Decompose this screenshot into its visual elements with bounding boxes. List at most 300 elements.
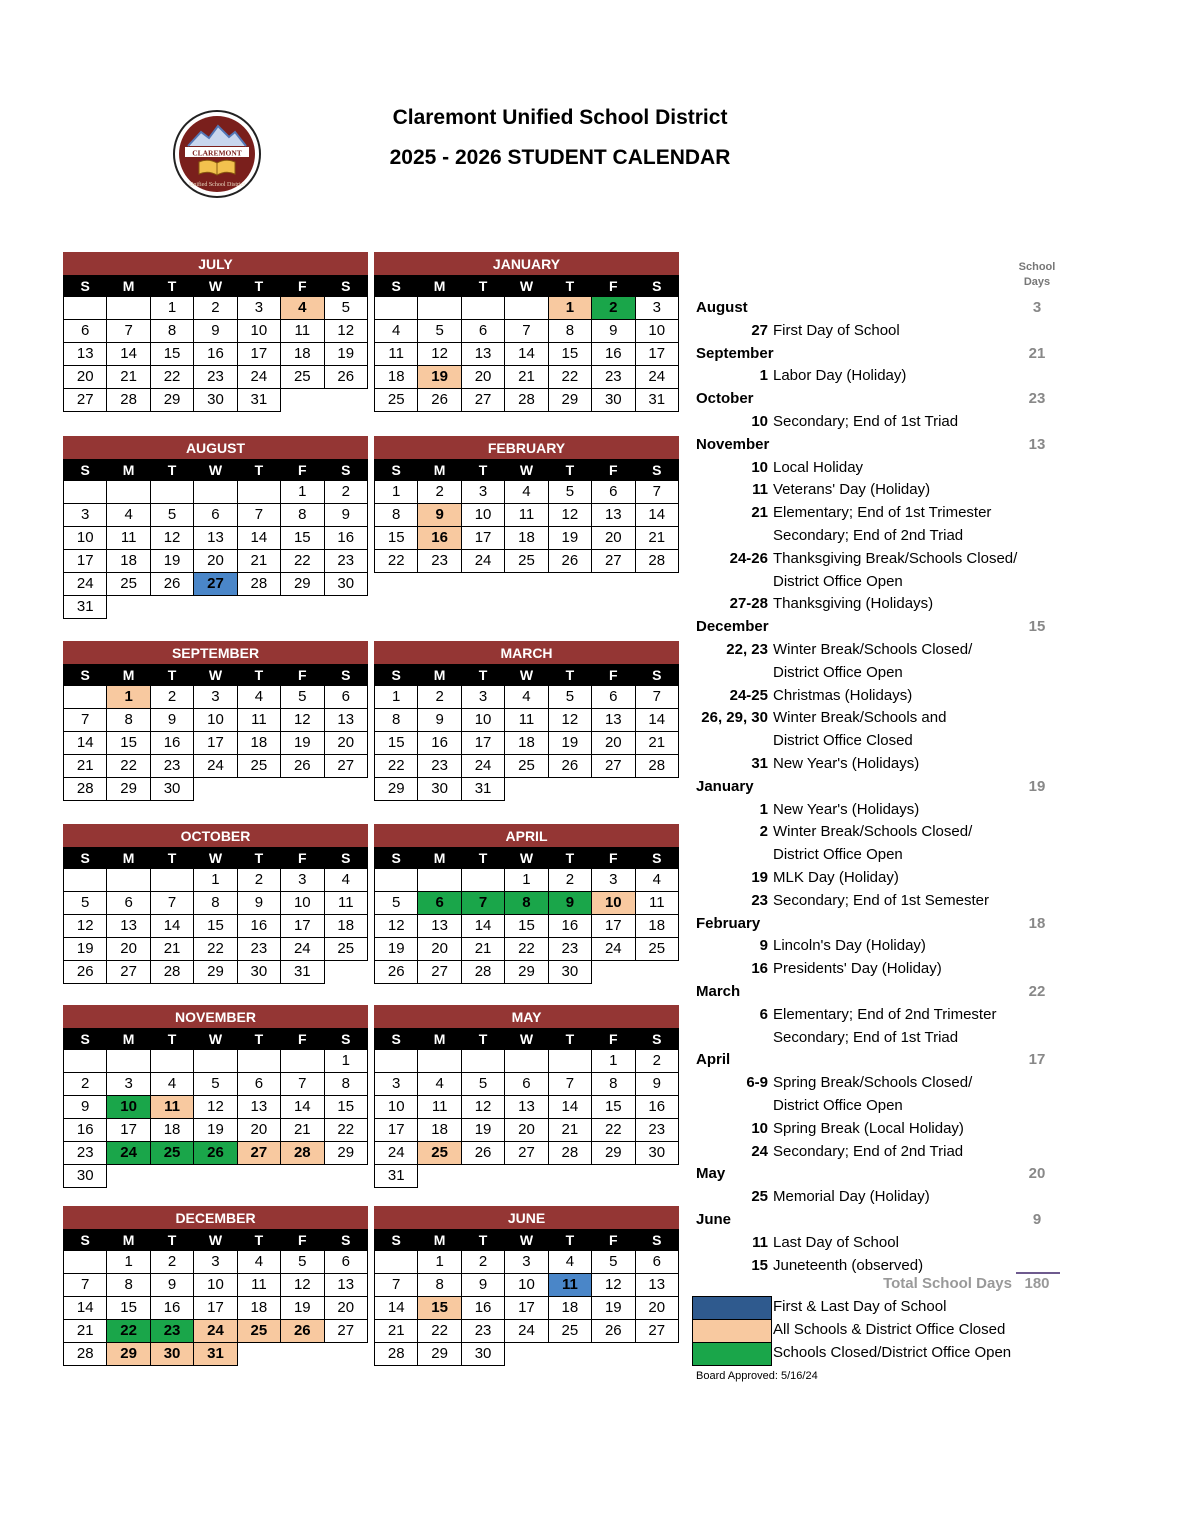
day-cell: 27 xyxy=(64,389,107,412)
day-cell: 2 xyxy=(548,869,591,892)
day-cell: 4 xyxy=(324,869,367,892)
day-cell: 8 xyxy=(548,320,591,343)
day-cell: 25 xyxy=(107,573,150,596)
day-cell: 24 xyxy=(194,755,237,778)
weekday-label: M xyxy=(418,1028,461,1050)
day-cell: 14 xyxy=(64,1297,107,1320)
day-cell: 18 xyxy=(281,343,324,366)
day-cell: 9 xyxy=(461,1274,504,1297)
day-cell: 20 xyxy=(592,527,635,550)
day-cell: 12 xyxy=(548,709,591,732)
day-cell: 23 xyxy=(150,1320,193,1343)
month-name: OCTOBER xyxy=(64,825,368,847)
empty-day xyxy=(194,1165,237,1188)
day-cell: 19 xyxy=(194,1119,237,1142)
event-description: Winter Break/Schools Closed/ xyxy=(773,823,973,840)
month-june xyxy=(374,1206,679,1366)
day-cell: 25 xyxy=(237,1320,280,1343)
weekday-label: F xyxy=(592,847,635,869)
day-cell: 12 xyxy=(592,1274,635,1297)
event-date: 23 xyxy=(751,892,768,909)
weekday-label: M xyxy=(107,1229,150,1251)
empty-day xyxy=(375,297,418,320)
event-date: 15 xyxy=(751,1257,768,1274)
empty-day xyxy=(505,1343,548,1366)
day-cell: 20 xyxy=(505,1119,548,1142)
day-cell: 17 xyxy=(107,1119,150,1142)
weekday-label: S xyxy=(324,275,367,297)
event-description: Lincoln's Day (Holiday) xyxy=(773,937,926,954)
event-date: 31 xyxy=(751,755,768,772)
event-description: Secondary; End of 2nd Triad xyxy=(773,527,964,544)
day-cell: 23 xyxy=(418,755,461,778)
day-cell: 18 xyxy=(375,366,418,389)
day-cell: 5 xyxy=(64,892,107,915)
event-description: Elementary; End of 2nd Trimester xyxy=(773,1006,997,1023)
weekday-label: M xyxy=(418,664,461,686)
day-cell: 29 xyxy=(548,389,591,412)
day-cell: 30 xyxy=(150,1343,193,1366)
weekday-label: S xyxy=(635,664,678,686)
month-name: NOVEMBER xyxy=(64,1006,368,1028)
day-cell: 25 xyxy=(237,755,280,778)
empty-day xyxy=(237,1343,280,1366)
day-cell: 10 xyxy=(461,709,504,732)
empty-day xyxy=(418,869,461,892)
weekday-label: F xyxy=(592,459,635,481)
day-cell: 16 xyxy=(548,915,591,938)
weekday-label: S xyxy=(635,847,678,869)
day-cell: 23 xyxy=(194,366,237,389)
day-cell: 12 xyxy=(461,1096,504,1119)
day-cell: 6 xyxy=(324,1251,367,1274)
day-cell: 14 xyxy=(548,1096,591,1119)
day-cell: 8 xyxy=(592,1073,635,1096)
event-description: MLK Day (Holiday) xyxy=(773,869,899,886)
day-cell: 13 xyxy=(418,915,461,938)
weekday-label: S xyxy=(375,275,418,297)
legend-swatch-first-last xyxy=(692,1296,772,1320)
day-cell: 16 xyxy=(64,1119,107,1142)
day-cell: 6 xyxy=(592,686,635,709)
day-cell: 9 xyxy=(150,709,193,732)
day-cell: 29 xyxy=(375,778,418,801)
day-cell: 5 xyxy=(281,686,324,709)
weekday-label: W xyxy=(505,847,548,869)
day-cell: 28 xyxy=(375,1343,418,1366)
day-cell: 29 xyxy=(505,961,548,984)
empty-day xyxy=(107,869,150,892)
day-cell: 24 xyxy=(635,366,678,389)
day-cell: 18 xyxy=(548,1297,591,1320)
school-days-count: 20 xyxy=(1028,1165,1046,1182)
day-cell: 3 xyxy=(194,1251,237,1274)
day-cell: 23 xyxy=(150,755,193,778)
event-date: 6 xyxy=(759,1006,768,1023)
day-cell: 26 xyxy=(281,1320,324,1343)
empty-day xyxy=(324,961,367,984)
day-cell: 2 xyxy=(194,297,237,320)
day-cell: 13 xyxy=(505,1096,548,1119)
weekday-label: W xyxy=(194,1229,237,1251)
day-cell: 3 xyxy=(592,869,635,892)
weekday-label: F xyxy=(281,847,324,869)
event-date: 24-26 xyxy=(729,550,768,567)
day-cell: 20 xyxy=(237,1119,280,1142)
day-cell: 11 xyxy=(635,892,678,915)
day-cell: 26 xyxy=(194,1142,237,1165)
day-cell: 19 xyxy=(592,1297,635,1320)
day-cell: 6 xyxy=(194,504,237,527)
day-cell: 4 xyxy=(237,686,280,709)
weekday-label: M xyxy=(418,459,461,481)
day-cell: 10 xyxy=(635,320,678,343)
weekday-label: T xyxy=(150,459,193,481)
weekday-label: W xyxy=(194,1028,237,1050)
empty-day xyxy=(324,778,367,801)
day-cell: 16 xyxy=(418,527,461,550)
day-cell: 24 xyxy=(505,1320,548,1343)
day-cell: 22 xyxy=(592,1119,635,1142)
day-cell: 6 xyxy=(324,686,367,709)
weekday-label: F xyxy=(592,664,635,686)
day-cell: 16 xyxy=(324,527,367,550)
day-cell: 16 xyxy=(237,915,280,938)
day-cell: 15 xyxy=(107,732,150,755)
day-cell: 20 xyxy=(324,1297,367,1320)
day-cell: 25 xyxy=(324,938,367,961)
day-cell: 2 xyxy=(150,686,193,709)
day-cell: 10 xyxy=(237,320,280,343)
day-cell: 3 xyxy=(107,1073,150,1096)
day-cell: 2 xyxy=(418,686,461,709)
day-cell: 30 xyxy=(194,389,237,412)
day-cell: 30 xyxy=(635,1142,678,1165)
weekday-label: W xyxy=(194,459,237,481)
day-cell: 5 xyxy=(548,686,591,709)
day-cell: 31 xyxy=(461,778,504,801)
day-cell: 7 xyxy=(375,1274,418,1297)
empty-day xyxy=(281,1050,324,1073)
weekday-label: T xyxy=(461,847,504,869)
event-description: Memorial Day (Holiday) xyxy=(773,1188,930,1205)
day-cell: 17 xyxy=(237,343,280,366)
day-cell: 5 xyxy=(592,1251,635,1274)
empty-day xyxy=(418,1165,461,1188)
day-cell: 7 xyxy=(461,892,504,915)
day-cell: 16 xyxy=(592,343,635,366)
day-cell: 1 xyxy=(505,869,548,892)
day-cell: 5 xyxy=(418,320,461,343)
day-cell: 17 xyxy=(64,550,107,573)
weekday-label: F xyxy=(281,1028,324,1050)
weekday-label: M xyxy=(107,275,150,297)
weekday-label: F xyxy=(592,1028,635,1050)
event-month-label: April xyxy=(696,1051,731,1068)
day-cell: 29 xyxy=(324,1142,367,1165)
empty-day xyxy=(150,596,193,619)
day-cell: 8 xyxy=(107,709,150,732)
day-cell: 29 xyxy=(592,1142,635,1165)
day-cell: 3 xyxy=(635,297,678,320)
day-cell: 3 xyxy=(194,686,237,709)
day-cell: 13 xyxy=(592,504,635,527)
day-cell: 22 xyxy=(548,366,591,389)
day-cell: 3 xyxy=(375,1073,418,1096)
day-cell: 27 xyxy=(592,550,635,573)
day-cell: 11 xyxy=(418,1096,461,1119)
day-cell: 19 xyxy=(461,1119,504,1142)
weekday-label: T xyxy=(548,1229,591,1251)
day-cell: 23 xyxy=(324,550,367,573)
day-cell: 11 xyxy=(150,1096,193,1119)
day-cell: 9 xyxy=(635,1073,678,1096)
day-cell: 1 xyxy=(107,1251,150,1274)
day-cell: 17 xyxy=(375,1119,418,1142)
day-cell: 15 xyxy=(281,527,324,550)
day-cell: 21 xyxy=(64,755,107,778)
weekday-label: M xyxy=(107,664,150,686)
day-cell: 5 xyxy=(461,1073,504,1096)
weekday-label: S xyxy=(375,847,418,869)
day-cell: 15 xyxy=(375,527,418,550)
empty-day xyxy=(64,869,107,892)
day-cell: 5 xyxy=(281,1251,324,1274)
weekday-label: S xyxy=(64,847,107,869)
event-description: Winter Break/Schools and xyxy=(773,709,947,726)
legend-swatch-all-closed xyxy=(692,1319,772,1343)
weekday-label: T xyxy=(548,1028,591,1050)
day-cell: 17 xyxy=(194,1297,237,1320)
day-cell: 18 xyxy=(324,915,367,938)
event-date: 10 xyxy=(751,1120,768,1137)
day-cell: 8 xyxy=(150,320,193,343)
day-cell: 22 xyxy=(375,550,418,573)
day-cell: 31 xyxy=(64,596,107,619)
day-cell: 10 xyxy=(375,1096,418,1119)
weekday-label: T xyxy=(548,664,591,686)
day-cell: 28 xyxy=(281,1142,324,1165)
day-cell: 13 xyxy=(194,527,237,550)
day-cell: 12 xyxy=(64,915,107,938)
district-logo-icon xyxy=(171,110,263,198)
day-cell: 27 xyxy=(324,1320,367,1343)
empty-day xyxy=(505,1050,548,1073)
day-cell: 27 xyxy=(592,755,635,778)
weekday-label: M xyxy=(418,275,461,297)
empty-day xyxy=(635,778,678,801)
empty-day xyxy=(237,596,280,619)
day-cell: 9 xyxy=(592,320,635,343)
empty-day xyxy=(64,297,107,320)
day-cell: 4 xyxy=(418,1073,461,1096)
event-description: Thanksgiving (Holidays) xyxy=(773,595,934,612)
day-cell: 13 xyxy=(461,343,504,366)
weekday-label: T xyxy=(150,1028,193,1050)
day-cell: 2 xyxy=(237,869,280,892)
event-description: District Office Open xyxy=(773,664,903,681)
empty-day xyxy=(548,778,591,801)
day-cell: 2 xyxy=(324,481,367,504)
day-cell: 2 xyxy=(64,1073,107,1096)
empty-day xyxy=(64,686,107,709)
weekday-label: T xyxy=(237,664,280,686)
day-cell: 27 xyxy=(505,1142,548,1165)
day-cell: 26 xyxy=(418,389,461,412)
day-cell: 22 xyxy=(107,1320,150,1343)
weekday-label: S xyxy=(375,1229,418,1251)
day-cell: 9 xyxy=(418,504,461,527)
month-name: MAY xyxy=(375,1006,679,1028)
empty-day xyxy=(194,596,237,619)
day-cell: 21 xyxy=(635,732,678,755)
weekday-label: F xyxy=(592,275,635,297)
empty-day xyxy=(418,297,461,320)
empty-day xyxy=(375,1050,418,1073)
empty-day xyxy=(324,389,367,412)
event-date: 1 xyxy=(759,367,768,384)
day-cell: 19 xyxy=(281,732,324,755)
day-cell: 29 xyxy=(107,778,150,801)
day-cell: 25 xyxy=(150,1142,193,1165)
day-cell: 4 xyxy=(107,504,150,527)
day-cell: 11 xyxy=(237,709,280,732)
total-divider xyxy=(1016,1272,1060,1274)
empty-day xyxy=(548,1165,591,1188)
legend-swatch-schools-closed xyxy=(692,1342,772,1366)
weekday-label: F xyxy=(281,1229,324,1251)
day-cell: 12 xyxy=(375,915,418,938)
day-cell: 13 xyxy=(324,709,367,732)
empty-day xyxy=(194,1050,237,1073)
day-cell: 29 xyxy=(107,1343,150,1366)
event-month-label: December xyxy=(696,618,769,635)
day-cell: 28 xyxy=(548,1142,591,1165)
event-date: 22, 23 xyxy=(726,641,768,658)
school-days-header-line1: School xyxy=(1018,261,1056,273)
day-cell: 5 xyxy=(324,297,367,320)
weekday-label: F xyxy=(281,275,324,297)
empty-day xyxy=(461,869,504,892)
empty-day xyxy=(281,778,324,801)
day-cell: 23 xyxy=(635,1119,678,1142)
day-cell: 1 xyxy=(548,297,591,320)
school-days-count: 3 xyxy=(1032,299,1042,316)
day-cell: 8 xyxy=(324,1073,367,1096)
day-cell: 20 xyxy=(64,366,107,389)
weekday-label: M xyxy=(418,847,461,869)
event-month-label: February xyxy=(696,915,761,932)
day-cell: 20 xyxy=(461,366,504,389)
day-cell: 24 xyxy=(64,573,107,596)
school-days-count: 19 xyxy=(1028,778,1046,795)
weekday-label: S xyxy=(324,1229,367,1251)
weekday-label: T xyxy=(461,459,504,481)
weekday-label: W xyxy=(505,1028,548,1050)
day-cell: 7 xyxy=(237,504,280,527)
weekday-label: S xyxy=(635,1028,678,1050)
day-cell: 18 xyxy=(237,732,280,755)
weekday-label: T xyxy=(150,664,193,686)
school-days-count: 18 xyxy=(1028,915,1046,932)
day-cell: 14 xyxy=(64,732,107,755)
month-name: APRIL xyxy=(375,825,679,847)
event-date: 1 xyxy=(759,801,768,818)
day-cell: 30 xyxy=(592,389,635,412)
day-cell: 6 xyxy=(505,1073,548,1096)
day-cell: 22 xyxy=(194,938,237,961)
empty-day xyxy=(150,481,193,504)
day-cell: 22 xyxy=(505,938,548,961)
day-cell: 13 xyxy=(635,1274,678,1297)
weekday-label: T xyxy=(461,1028,504,1050)
weekday-label: T xyxy=(237,1028,280,1050)
empty-day xyxy=(505,1165,548,1188)
day-cell: 10 xyxy=(194,709,237,732)
day-cell: 8 xyxy=(375,709,418,732)
day-cell: 26 xyxy=(375,961,418,984)
empty-day xyxy=(281,1343,324,1366)
weekday-label: S xyxy=(64,275,107,297)
empty-day xyxy=(150,869,193,892)
day-cell: 13 xyxy=(107,915,150,938)
day-cell: 1 xyxy=(324,1050,367,1073)
board-approved: Board Approved: 5/16/24 xyxy=(696,1370,818,1382)
weekday-label: M xyxy=(418,1229,461,1251)
day-cell: 23 xyxy=(418,550,461,573)
day-cell: 14 xyxy=(150,915,193,938)
day-cell: 24 xyxy=(461,550,504,573)
weekday-label: W xyxy=(194,664,237,686)
event-date: 11 xyxy=(752,1234,768,1251)
month-february xyxy=(374,436,679,573)
day-cell: 22 xyxy=(150,366,193,389)
day-cell: 16 xyxy=(461,1297,504,1320)
total-school-days-value: 180 xyxy=(1024,1275,1050,1292)
empty-day xyxy=(461,1165,504,1188)
day-cell: 24 xyxy=(237,366,280,389)
month-april xyxy=(374,824,679,984)
day-cell: 10 xyxy=(107,1096,150,1119)
day-cell: 30 xyxy=(324,573,367,596)
day-cell: 27 xyxy=(635,1320,678,1343)
event-date: 24-25 xyxy=(729,687,768,704)
empty-day xyxy=(281,596,324,619)
day-cell: 23 xyxy=(548,938,591,961)
empty-day xyxy=(375,869,418,892)
day-cell: 16 xyxy=(635,1096,678,1119)
school-days-count: 21 xyxy=(1028,345,1046,362)
event-month-label: October xyxy=(696,390,754,407)
month-name: AUGUST xyxy=(64,437,368,459)
month-march xyxy=(374,641,679,801)
school-days-count: 15 xyxy=(1028,618,1046,635)
event-description: Secondary; End of 1st Triad xyxy=(773,1029,959,1046)
day-cell: 3 xyxy=(237,297,280,320)
day-cell: 4 xyxy=(505,686,548,709)
day-cell: 15 xyxy=(324,1096,367,1119)
month-september xyxy=(63,641,368,801)
school-days-count: 13 xyxy=(1028,436,1046,453)
day-cell: 4 xyxy=(150,1073,193,1096)
event-description: Last Day of School xyxy=(773,1234,899,1251)
weekday-label: T xyxy=(461,1229,504,1251)
day-cell: 9 xyxy=(194,320,237,343)
day-cell: 22 xyxy=(418,1320,461,1343)
empty-day xyxy=(281,389,324,412)
legend-label-first-last: First & Last Day of School xyxy=(773,1298,947,1315)
day-cell: 31 xyxy=(281,961,324,984)
